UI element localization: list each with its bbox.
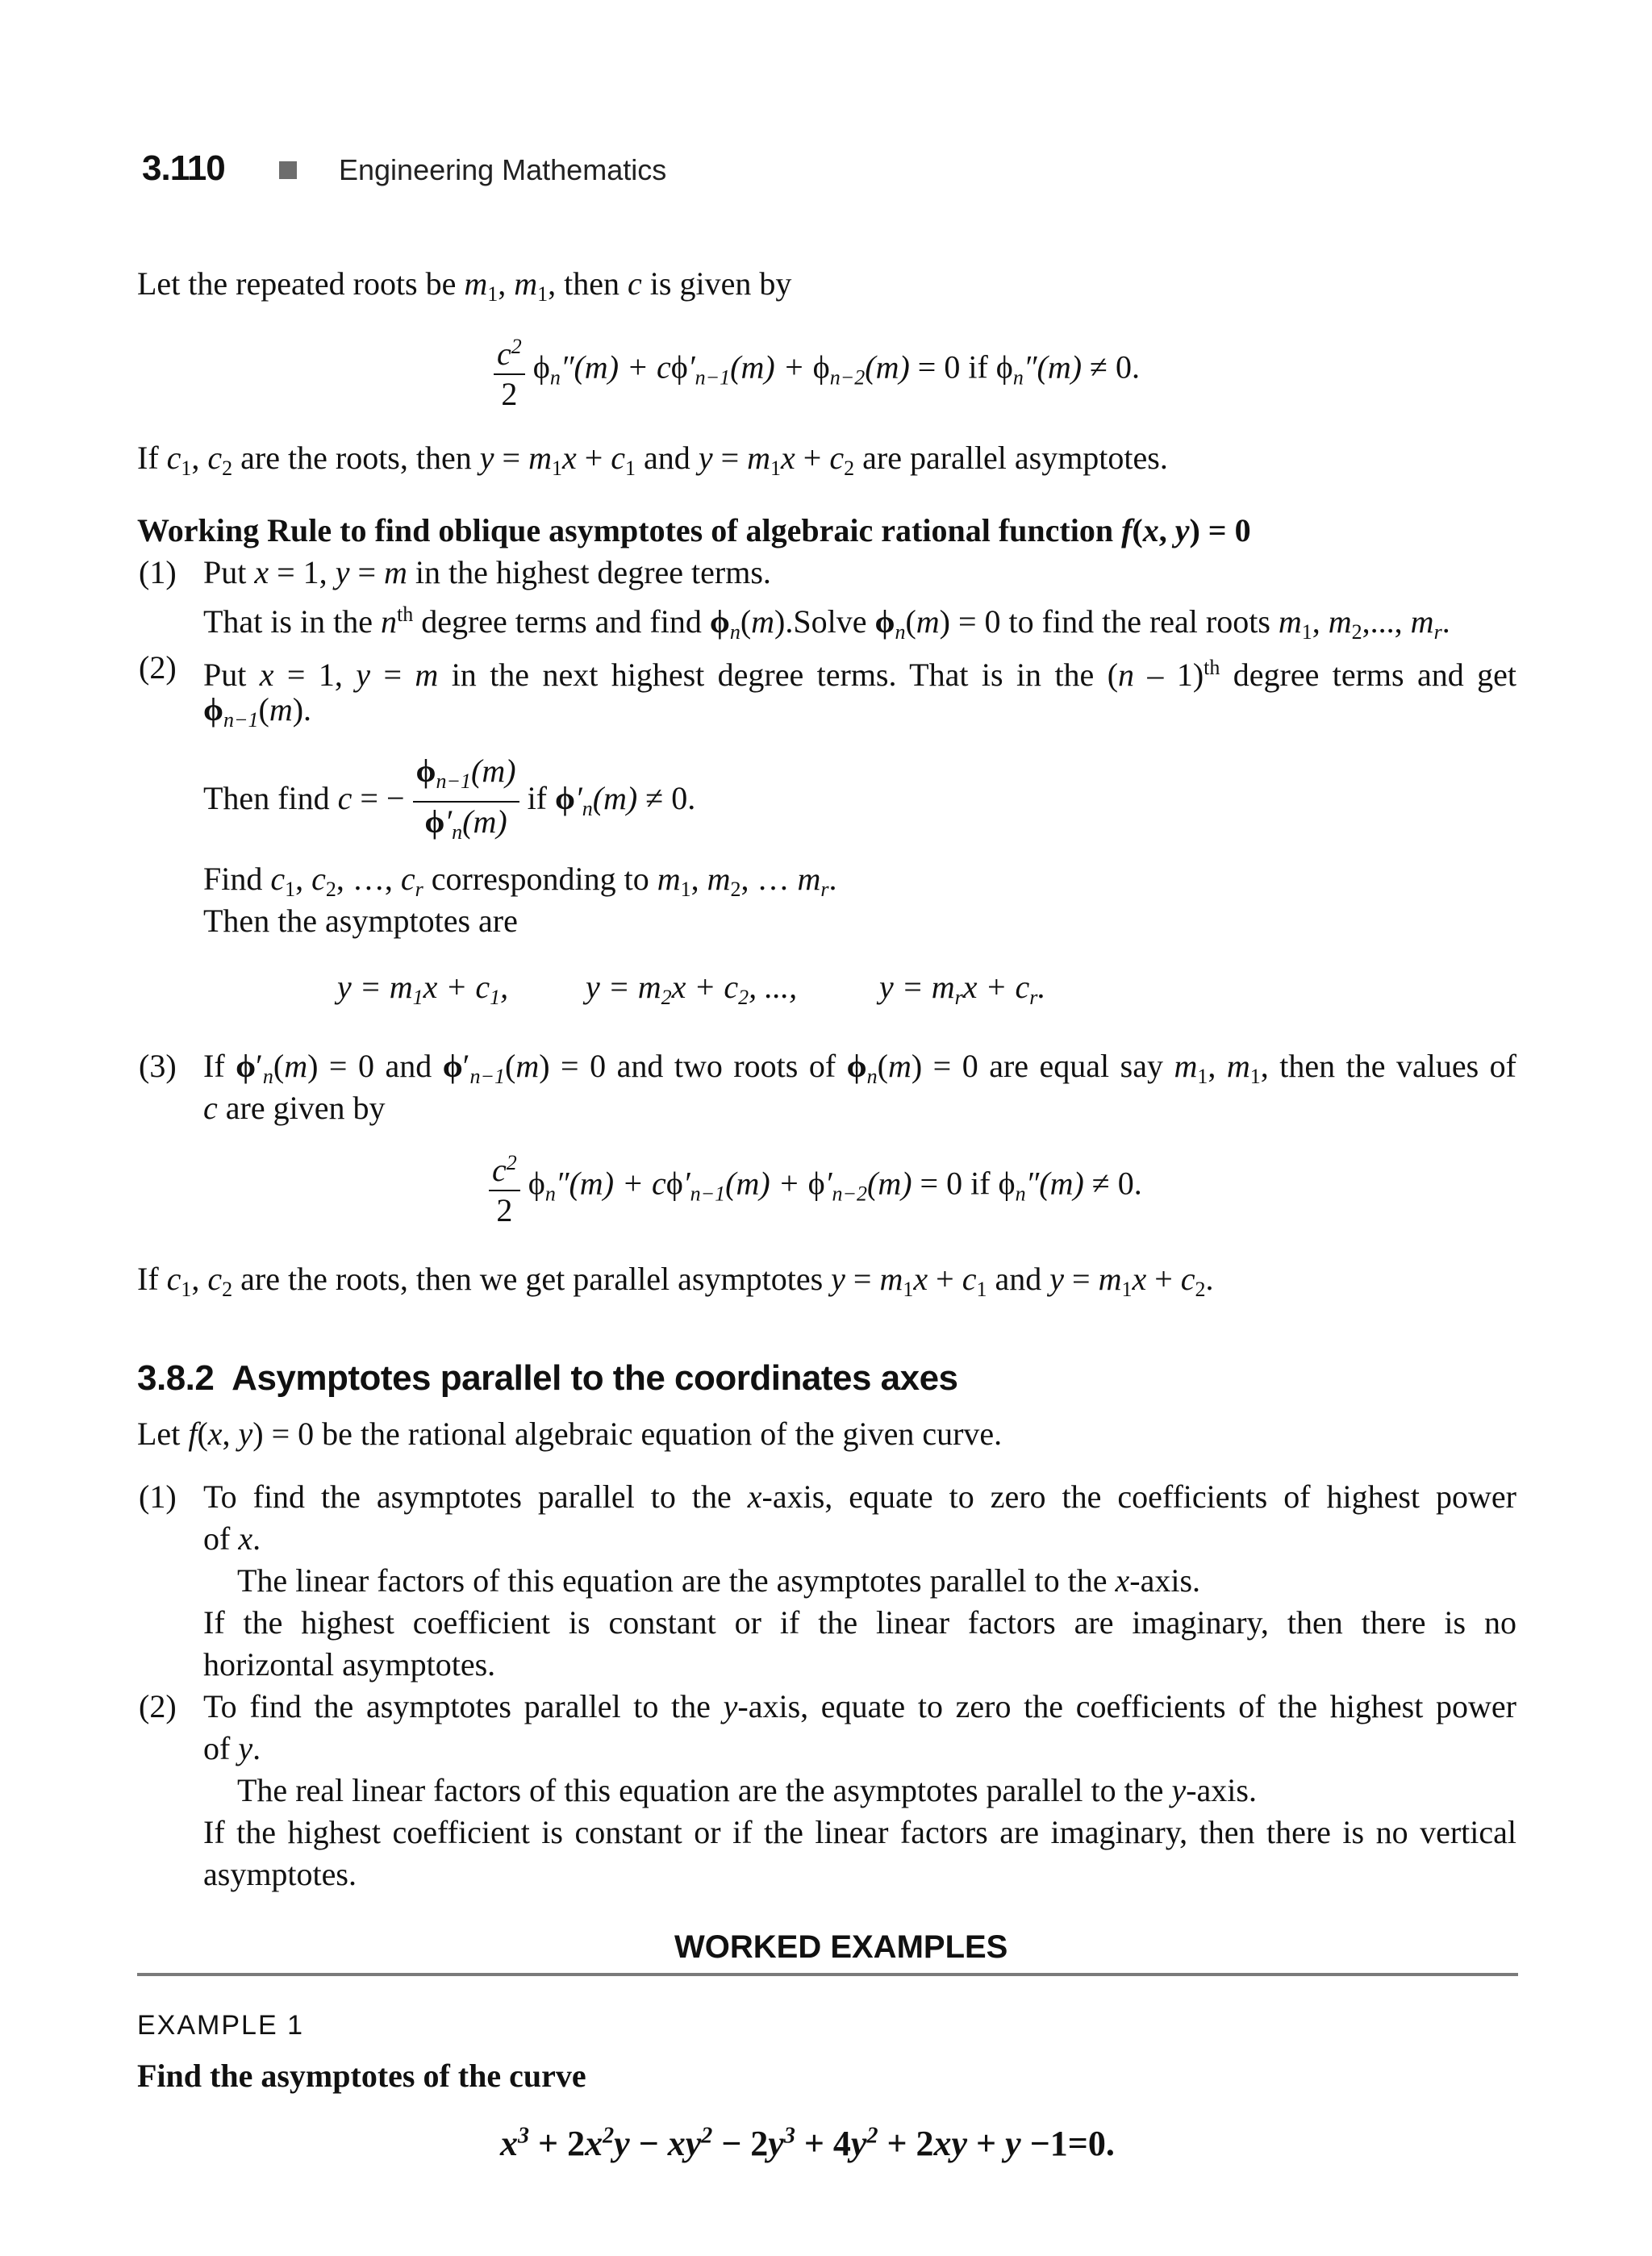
example-equation: $x^3 + 2x^2y - xy^2 - 2y^3 + 4y^2 + 2xy + y -1=0$. [500, 2123, 1115, 2163]
worked-examples-heading: WORKED EXAMPLES [674, 1929, 1008, 1965]
step-3-line-2: c are given by [203, 1090, 386, 1126]
item-2-line-5: asymptotes. [203, 1856, 357, 1892]
step-2-number: (2) [139, 649, 177, 686]
item-2-number: (2) [139, 1688, 177, 1724]
example-question: Find the asymptotes of the curve [137, 2058, 586, 2094]
item-1-line-5: horizontal asymptotes. [203, 1646, 496, 1683]
step-2-line-1: Put x = 1, y = m in the next highest degree terms. That is in the (n – 1)$^{th}$ degree terms and get [203, 656, 1517, 693]
example-label: EXAMPLE 1 [137, 2010, 304, 2041]
parallel-asymptotes-text: If $c_1$, $c_2$ are the roots, then $y = m_1x + c_1$ and $y = m_1x + c_2$ are parallel asymptotes. [137, 440, 1168, 480]
parallel-asymptotes-text-2: If $c_1$, $c_2$ are the roots, then we get parallel asymptotes $y = m_1x + c_1$ and $y = m_1x + c_2$. [137, 1261, 1214, 1301]
item-2-line-2: of y. [203, 1730, 261, 1766]
book-title: Engineering Mathematics [339, 153, 667, 186]
item-2-line-4: If the highest coefficient is constant or if the linear factors are imaginary, then there is no vertical [203, 1814, 1516, 1850]
item-1-line-3: The linear factors of this equation are the asymptotes parallel to the x-axis. [237, 1562, 1201, 1599]
item-2-line-3: The real linear factors of this equation are the asymptotes parallel to the y-axis. [237, 1772, 1257, 1808]
step-3-number: (3) [139, 1048, 177, 1084]
worked-examples-rule [137, 1973, 1518, 1976]
asymptote-2: $y = m_2x + c_2$, ..., [586, 969, 798, 1009]
page-number: 3.110 [142, 148, 225, 188]
then-find-c-equation: Then find c = − $\frac{\phi_{n-1}(m)}{\phi'_n(m)}$ if $\phi'_n(m) \ne 0$. [203, 753, 696, 844]
working-rule-heading: Working Rule to find oblique asymptotes of algebraic rational function f(x, y) = 0 [137, 512, 1251, 548]
item-2-line-1: To find the asymptotes parallel to the y-axis, equate to zero the coefficients of the highest power [203, 1688, 1516, 1724]
item-1-number: (1) [139, 1478, 177, 1515]
asymptote-1: $y = m_1x + c_1$, [337, 969, 509, 1009]
asymptote-r: $y = m_rx + c_r$. [879, 969, 1046, 1009]
equation-repeated-roots: $\frac{c^2}{2}$ $\phi_n''(m) + c\phi'_{n-1}(m) + \phi_{n-2}(m) = 0$ if $\phi_n''(m) \ne 0$. [494, 327, 1140, 414]
then-asymptotes-text: Then the asymptotes are [203, 903, 518, 939]
step-2-line-2: $\phi_{n-1}(m)$. [203, 691, 312, 732]
section-intro: Let f(x, y) = 0 be the rational algebraic equation of the given curve. [137, 1416, 1003, 1452]
header-square-icon [279, 161, 297, 179]
find-c-values-text: Find $c_1$, $c_2$, …, $c_r$ corresponding to $m_1$, $m_2$, … $m_r$. [203, 861, 837, 901]
equation-c-values: $\frac{c^2}{2}$ $\phi_n''(m) + c\phi'_{n-1}(m) + \phi'_{n-2}(m) = 0$ if $\phi_n''(m) \ne 0$. [489, 1144, 1142, 1230]
section-3-8-2-heading: 3.8.2 Asymptotes parallel to the coordinates axes [137, 1358, 958, 1398]
step-1-number: (1) [139, 554, 177, 590]
item-1-line-1: To find the asymptotes parallel to the x-axis, equate to zero the coefficients of highest power [203, 1478, 1516, 1515]
step-1-line-1: Put x = 1, y = m in the highest degree terms. [203, 554, 771, 590]
step-1-line-2: That is in the $n^{th}$ degree terms and find $\phi_n(m).Solve$ $\phi_n(m) = 0$ to find the real roots $m_1$, $m_2$,..., $m_r$. [203, 603, 1450, 644]
item-1-line-2: of x. [203, 1520, 261, 1557]
step-3-line-1: If $\phi'_n(m) = 0$ and $\phi'_{n-1}(m) = 0$ and two roots of $\phi_n(m) = 0$ are equal say $m_1$, $m_1$, then the values of [203, 1048, 1517, 1088]
repeated-roots-text: Let the repeated roots be $m_1$, $m_1$, then c is given by [137, 265, 792, 306]
item-1-line-4: If the highest coefficient is constant or if the linear factors are imaginary, then there is no [203, 1604, 1516, 1641]
